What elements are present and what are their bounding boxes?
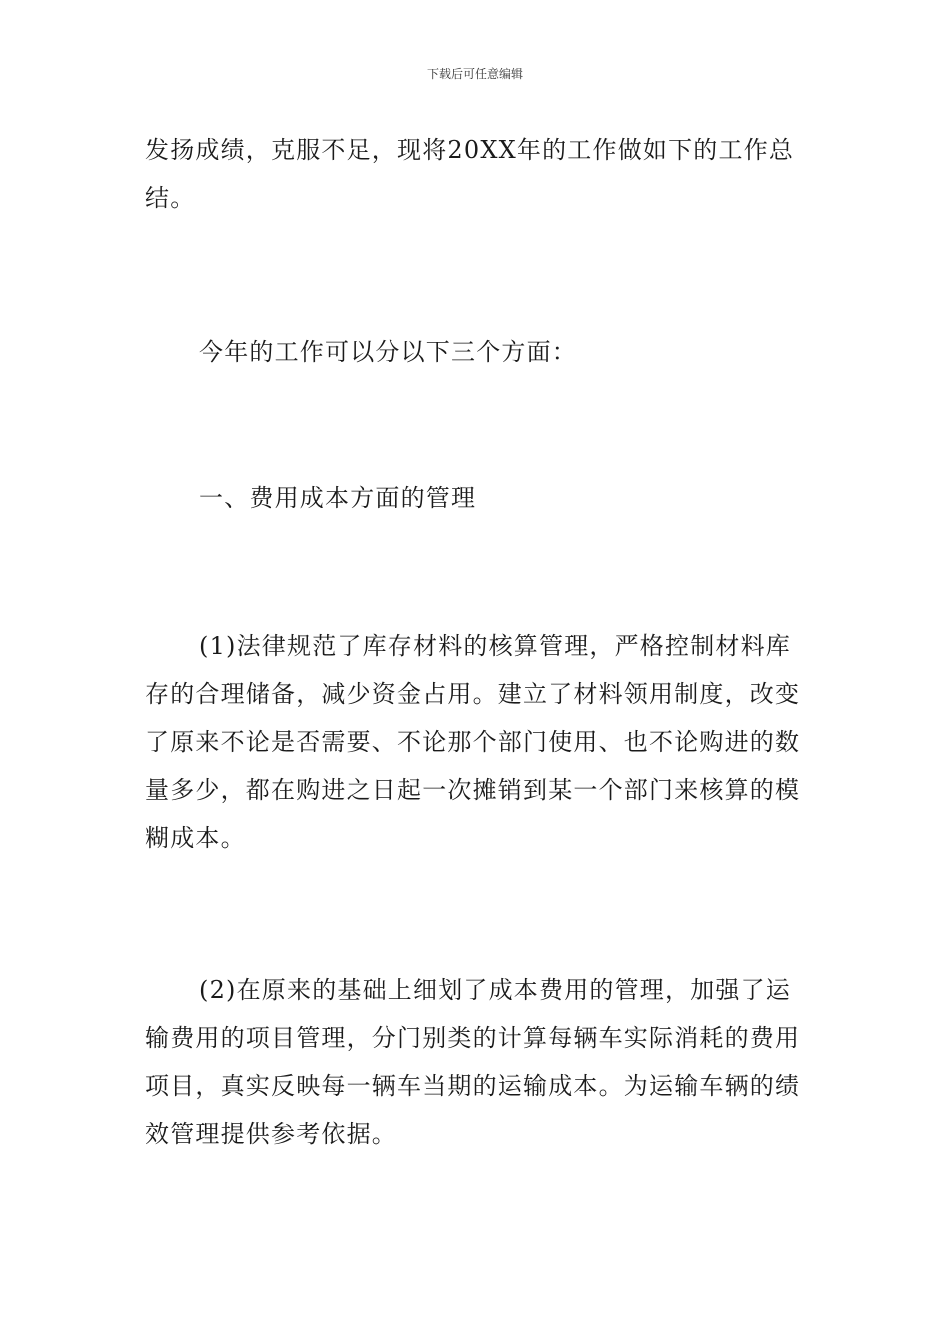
intro-paragraph: 发扬成绩，克服不足，现将20XX年的工作做如下的工作总结。 [145,136,795,212]
item-1-paragraph: (1)法律规范了库存材料的核算管理，严格控制材料库存的合理储备，减少资金占用。建立了材料领用制度，改变了原来不论是否需要、不论那个部门使用、也不论购进的数量多少，都在购进之日起一次摊销到某一个部门来核算的模糊成本。 [145,632,801,852]
item-2-paragraph: (2)在原来的基础上细划了成本费用的管理，加强了运输费用的项目管理，分门别类的计算每辆车实际消耗的费用项目，真实反映每一辆车当期的运输成本。为运输车辆的绩效管理提供参考依据。 [145,976,801,1148]
page-header-note: 下载后可任意编辑 [426,67,523,81]
section-heading-1: 一、费用成本方面的管理 [199,484,477,512]
aspects-paragraph: 今年的工作可以分以下三个方面： [199,338,577,366]
